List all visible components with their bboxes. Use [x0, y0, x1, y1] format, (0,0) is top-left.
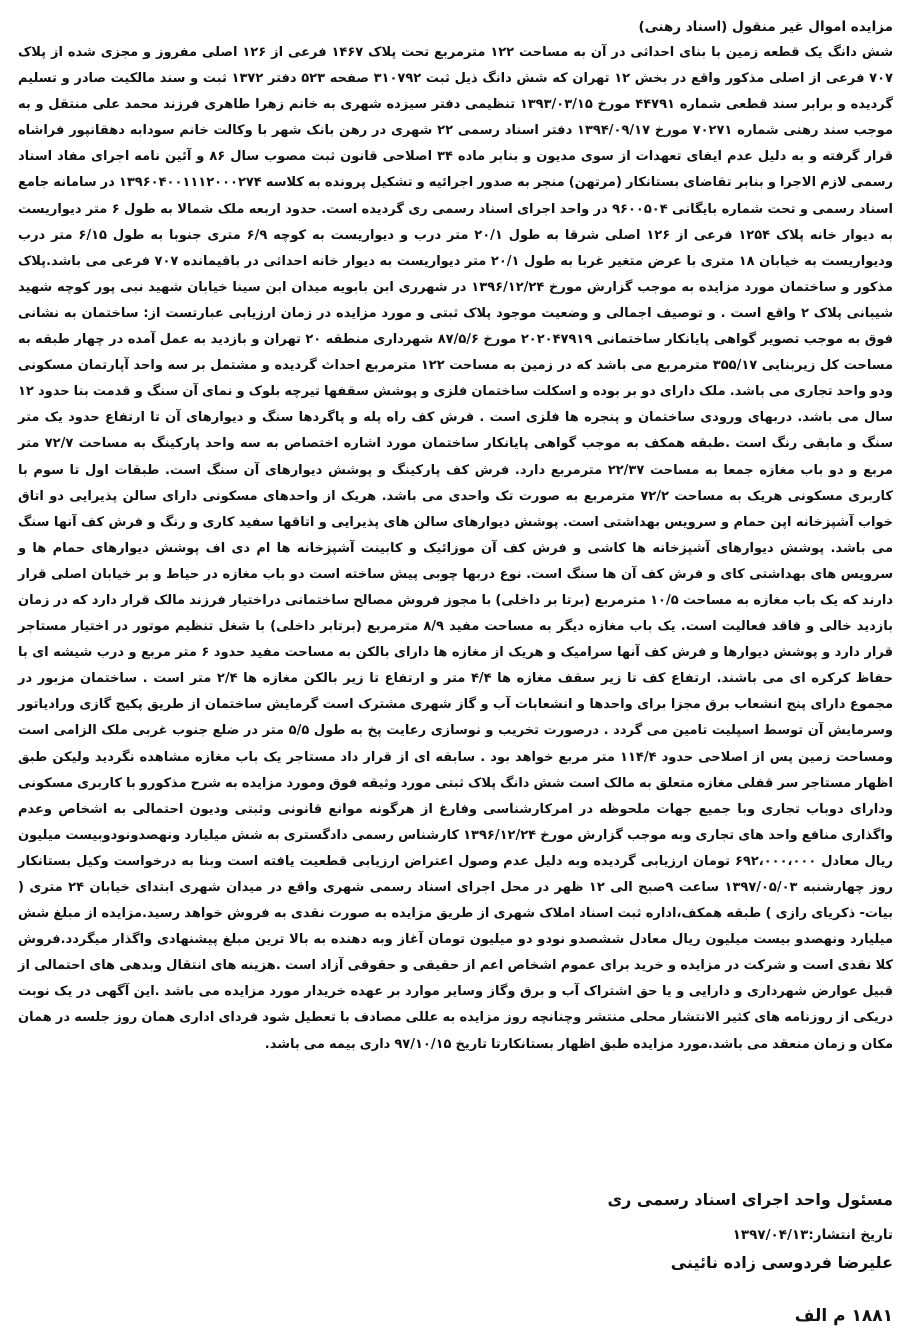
- signature-name: علیرضا فردوسی زاده نائینی: [670, 1253, 893, 1272]
- publication-date: تاریخ انتشار:۱۳۹۷/۰۴/۱۳: [732, 1227, 893, 1243]
- notice-body: شش دانگ یک قطعه زمین با بنای احداثی در آن به مساحت ۱۲۲ مترمربع تحت پلاک ۱۴۶۷ فرعی از ۱۲۶ اصلی مفروز و مجزی شده از پلاک ۷۰۷ فرعی از اصلی مذکور واقع در بخش ۱۲ تهران که شش دانگ ذیل ثبت ۳۱۰۷۹۲ صفحه ۵۲۳ دفتر ۱۳۷۲ ثبت و سند مالکیت صادر و تسلیم گردیده و برابر سند قطعی شماره ۴۴۷۹۱ مورخ ۱۳۹۳/۰۳/۱۵ تنظیمی دفتر سیزده شهری به خانم زهرا طاهری فرزند محمد علی منتقل و به موجب سند رهنی شماره ۷۰۲۷۱ مورخ ۱۳۹۴/۰۹/۱۷ دفتر اسناد رسمی ۲۲ شهری در رهن بانک شهر با وکالت خانم سودابه دهقانپور فراشاه قرار گرفته و به دلیل عدم ایفای تعهدات از سوی مدیون و بنابر ماده ۳۴ اصلاحی قانون ثبت مصوب سال ۸۶ و آئین نامه اجرای مفاد اسناد رسمی لازم الاجرا و بنابر تقاضای بستانکار (مرتهن) منجر به صدور اجرائیه و تشکیل پرونده به کلاسه ۱۳۹۶۰۴۰۰۱۱۱۲۰۰۰۲۷۴ در سامانه جامع اسناد رسمی و تحت شماره بایگانی ۹۶۰۰۵۰۴ در واحد اجرای اسناد رسمی ری گردیده است. حدود اربعه ملک شمالا به طول ۶ متر دیواریست به دیوار خانه پلاک ۱۲۵۴ فرعی از ۱۲۶ اصلی شرقا به طول ۲۰/۱ متر درب و دیواریست به کوچه ۶/۹ متری جنوبا به طول ۶/۱۵ متر درب ودیواریست به خیابان ۱۸ متری با عرض متغیر غربا به طول ۲۰/۱ متر دیواریست به دیوار خانه احداثی در باقیمانده ۷۰۷ فرعی می باشد.پلاک مذکور و ساختمان مورد مزایده به موجب گزارش مورخ ۱۳۹۶/۱۲/۲۴ در شهرری ابن بابویه میدان ابن سینا خیابان شهید نبی پور کوچه شهید شیبانی پلاک ۲ واقع است . و توصیف اجمالی و وضعیت موجود پلاک ثبتی و مورد مزایده در زمان ارزیابی عبارتست از: ساختمان به نشانی فوق به موجب تصویر گواهی پایانکار ساختمانی ۲۰۲۰۴۷۹۱۹ مورخ ۸۷/۵/۶ شهرداری منطقه ۲۰ تهران و بازدید به عمل آمده در چهار طبقه به مساحت کل زیربنایی ۳۵۵/۱۷ مترمربع می باشد که در زمین به مساحت ۱۲۲ مترمربع احداث گردیده و مشتمل بر سه واحد آپارتمان مسکونی ودو واحد تجاری می باشد. ملک دارای دو بر بوده و اسکلت ساختمان فلزی و پوشش سقفها تیرچه بلوک و نمای آن سنگ و قدمت بنا حدود ۱۲ سال می باشد. دربهای ورودی ساختمان و پنجره ها فلزی است . فرش کف راه پله و پاگردها سنگ و دیوارهای آن تا ارتفاع حدود یک متر سنگ و مابقی رنگ است .طبقه همکف به موجب گواهی پایانکار ساختمان مورد اشاره اختصاص به سه واحد پارکینگ به مساحت ۷۲/۷ متر مربع و دو باب مغازه جمعا به مساحت ۲۲/۳۷ مترمربع دارد. فرش کف پارکینگ و پوشش دیوارهای آن سنگ است. طبقات اول تا سوم با کاربری مسکونی هریک به مساحت ۷۲/۲ مترمربع به صورت تک واحدی می باشد. هریک از واحدهای مسکونی دارای سالن پذیرایی دو اتاق خواب آشپزخانه اپن حمام و سرویس بهداشتی است. پوشش دیوارهای سالن های پذیرایی و اتاقها سفید کاری و رنگ و فرش کف آنها سنگ می باشد. پوشش دیوارهای آشپزخانه ها کاشی و فرش کف آن موزائیک و کابینت آشپزخانه ها ام دی اف پوشش دیوارهای حمام ها و سرویس های بهداشتی کای و فرش کف آن ها سنگ است. نوع دربها چوبی پیش ساخته است دو باب مغازه در حیاط و بر خیابان اصلی قرار دارند که یک باب مغازه به مساحت ۱۰/۵ مترمربع (برتا بر داخلی) با مجوز فروش مصالح ساختمانی دراختیار فرزند مالک قرار دارد که در زمان بازدید خالی و فاقد فعالیت است. یک باب مغازه دیگر به مساحت مفید ۸/۹ مترمربع (برتابر داخلی) با شغل تنظیم موتور در اختیار مستاجر قرار دارد و پوشش دیوارها و فرش کف آنها سرامیک و هریک از مغازه ها دارای بالکن به مساحت مفید حدود ۶ متر مربع و درب شیشه ای با حفاظ کرکره ای می باشند. ارتفاع کف تا زیر سقف مغازه ها ۴/۴ متر و ارتفاع تا زیر بالکن مغازه ها ۲/۴ متر است . ساختمان مزبور در مجموع دارای پنج انشعاب برق مجزا برای واحدها و انشعابات آب و گاز شهری مشترک است گرمایش ساختمان از طریق پکیج گازی ورادیاتور وسرمایش آن توسط اسپلیت تامین می گردد . درصورت تخریب و نوسازی رعایت پخ به طول ۵/۵ متر در ضلع جنوب غربی ملک الزامی است ومساحت زمین پس از اصلاحی حدود ۱۱۴/۴ متر مربع خواهد بود . سابقه ای از قرار داد مستاجر یک باب مغازه مشاهده نگردید ولیکن طبق اظهار مستاجر سر قفلی مغازه متعلق به مالک است شش دانگ پلاک ثبتی مورد وثیقه فوق ومورد مزایده به شرح مذکورو با کاربری مسکونی ودارای دوباب تجاری وبا جمیع جهات ملحوظه در امرکارشناسی وفارغ از هرگونه موانع قانونی وثبتی ودیون احتمالی به اشخاص وعدم واگذاری منافع واحد های تجاری وبه موجب گزارش مورخ ۱۳۹۶/۱۲/۲۴ کارشناس رسمی دادگستری به شش میلیارد ونهصدونودوبیست میلیون ریال معادل ۶۹۲،۰۰۰،۰۰۰ تومان ارزیابی گردیده وبه دلیل عدم وصول اعتراض ارزیابی قطعیت یافته است وبنا به درخواست وکیل بستانکار روز چهارشنبه ۱۳۹۷/۰۵/۰۳ ساعت ۹صبح الی ۱۲ ظهر در محل اجرای اسناد رسمی شهری واقع در میدان شهری ابتدای خیابان ۲۴ متری ( بیات- ذکریای رازی ) طبقه همکف،اداره ثبت اسناد املاک شهری از طریق مزایده به صورت نقدی به فروش خواهد رسید.مزایده از مبلغ شش میلیارد ونهصدو بیست میلیون ریال معادل ششصدو نودو دو میلیون تومان آغاز وبه دهنده به بالا ترین مبلغ پیشنهادی واگذار میگردد.فروش کلا نقدی است و شرکت در مزایده و خرید برای عموم اشخاص اعم از حقیقی و حقوقی آزاد است .هزینه های انتقال وبدهی های احتمالی از قبیل عوارض شهرداری و دارایی و یا حق اشتراک آب و برق وگاز وسایر موارد بر عهده خریدار مورد مزایده می باشد .این آگهی در یک نوبت دریکی از روزنامه های کثیر الانتشار محلی منتشر وچنانچه روز مزایده به عللی مصادف با تعطیل شود فردای اداری همان روز جلسه در همان مکان و زمان منعقد می باشد.مورد مزایده طبق اظهار بستانکارتا تاریخ ۹۷/۱۰/۱۵ داری بیمه می باشد.: [18, 45, 894, 1052]
- notice-footer: [18, 1190, 893, 1326]
- reference-code: ۱۸۸۱ م الف: [794, 1306, 893, 1326]
- signature-title: مسئول واحد اجرای اسناد رسمی ری: [607, 1190, 893, 1209]
- notice-title: مزایده اموال غیر منقول (اسناد رهنی): [638, 19, 893, 35]
